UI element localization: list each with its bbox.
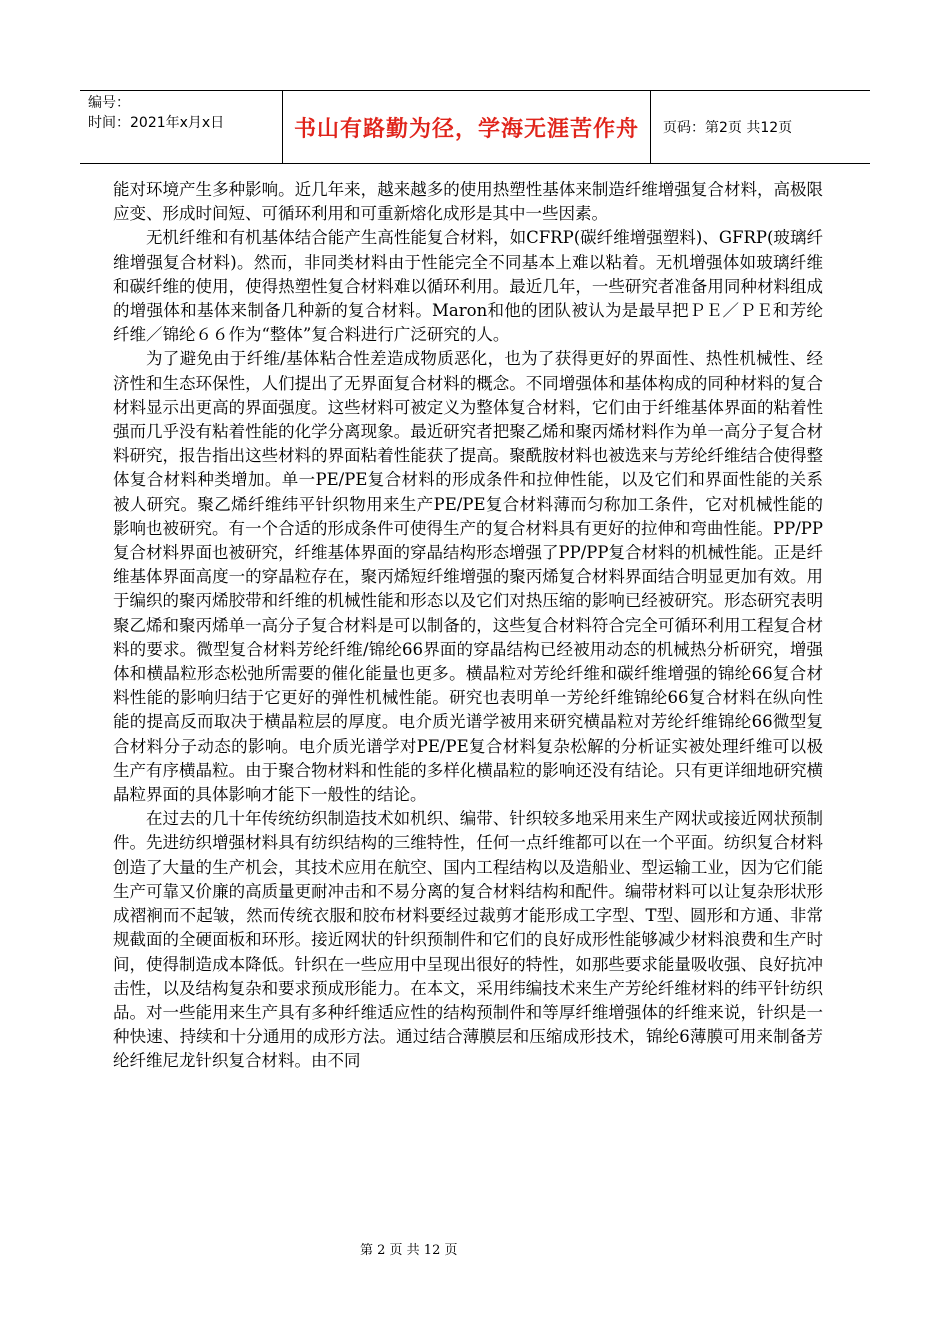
header-page-label: 页码：第2页 共12页 — [663, 120, 793, 136]
page-footer: 第 2 页 共 12 页 — [360, 1243, 458, 1258]
time-label: 时间：2021年x月x日 — [88, 115, 225, 131]
paragraph: 无机纤维和有机基体结合能产生高性能复合材料，如CFRP(碳纤维增强塑料)、GFRP(玻璃纤维增强复合材料)。然而，非同类材料由于性能完全不同基本上难以粘着。无机增强体如玻璃纤维和碳纤维的使用，使得热塑性复合材料难以循环利用。最近几年，一些研究者准备用同种材料组成的增强体和基体来制备几种新的复合材料。Maron和他的团队被认为是最早把ＰＥ／ＰＥ和芳纶纤维／锦纶６６作为“整体”复合料进行广泛研究的人。 — [113, 228, 823, 345]
paragraph: 在过去的几十年传统纺织制造技术如机织、编带、针织较多地采用来生产网状或接近网状预制件。先进纺织增强材料具有纺织结构的三维特性，任何一点纤维都可以在一个平面。纺织复合材料创造了大量的生产机会，其技术应用在航空、国内工程结构以及造船业、型运输工业，因为它们能生产可靠又价廉的高质量更耐冲击和不易分离的复合材料结构和配件。编带材料可以让复杂形状形成褶裥而不起皱，然而传统衣服和胶布材料要经过裁剪才能形成工字型、T型、圆形和方通、非常规截面的全硬面板和环形。接近网状的针织预制件和它们的良好成形性能够减少材料浪费和生产时间，使得制造成本降低。针织在一些应用中呈现出很好的特性，如那些要求能量吸收强、良好抗冲击性，以及结构复杂和要求预成形能力。在本文，采用纬编技术来生产芳纶纤维材料的纬平针纺织品。对一些能用来生产具有多种纤维适应性的结构预制件和等厚纤维增强体的纤维来说，针织是一种快速、持续和十分通用的成形方法。通过结合薄膜层和压缩成形技术，锦纶6薄膜可用来制备芳纶纤维尼龙针织复合材料。由不同 — [113, 809, 823, 1071]
header-meta — [80, 91, 283, 163]
paragraph: 能对环境产生多种影响。近几年来，越来越多的使用热塑性基体来制造纤维增强复合材料，高极限应变、形成时间短、可循环利用和可重新熔化成形是其中一些因素。 — [113, 180, 823, 224]
code-label: 编号： — [88, 95, 130, 111]
header-motto: 书山有路勤为径，学海无涯苦作舟 — [283, 91, 651, 163]
document-body — [113, 178, 823, 1074]
page-header — [80, 90, 870, 164]
paragraph: 为了避免由于纤维/基体粘合性差造成物质恶化，也为了获得更好的界面性、热性机械性、经济性和生态环保性，人们提出了无界面复合材料的概念。不同增强体和基体构成的同种材料的复合材料显示出更高的界面强度。这些材料可被定义为整体复合材料，它们由于纤维基体界面的粘着性强而几乎没有粘着性能的化学分离现象。最近研究者把聚乙烯和聚丙烯材料作为单一高分子复合材料研究，报告指出这些材料的界面粘着性能获了提高。聚酰胺材料也被选来与芳纶纤维结合使得整体复合材料种类增加。单一PE/PE复合材料的形成条件和拉伸性能，以及它们和界面性能的关系被人研究。聚乙烯纤维纬平针织物用来生产PE/PE复合材料薄而匀称加工条件，它对机械性能的影响也被研究。有一个合适的形成条件可使得生产的复合材料具有更好的拉伸和弯曲性能。PP/PP复合材料界面也被研究，纤维基体界面的穿晶结构形态增强了PP/PP复合材料的机械性能。正是纤维基体界面高度一的穿晶粒存在，聚丙烯短纤维增强的聚丙烯复合材料界面结合明显更加有效。用于编织的聚丙烯胶带和纤维的机械性能和形态以及它们对热压缩的影响已经被研究。形态研究表明聚乙烯和聚丙烯单一高分子复合材料是可以制备的，这些复合材料符合完全可循环利用工程复合材料的要求。微型复合材料芳纶纤维/锦纶66界面的穿晶结构已经被用动态的机械热分析研究，增强体和横晶粒形态松弛所需要的催化能量也更多。横晶粒对芳纶纤维和碳纤维增强的锦纶66复合材料性能的影响归结于它更好的弹性机械性能。研究也表明单一芳纶纤维锦纶66复合材料在纵向性能的提高反而取决于横晶粒层的厚度。电介质光谱学被用来研究横晶粒对芳纶纤维锦纶66微型复合材料分子动态的影响。电介质光谱学对PE/PE复合材料复杂松解的分析证实被处理纤维可以极生产有序横晶粒。由于聚合物材料和性能的多样化横晶粒的影响还没有结论。只有更详细地研究横晶粒界面的具体影响才能下一般性的结论。 — [113, 349, 823, 805]
